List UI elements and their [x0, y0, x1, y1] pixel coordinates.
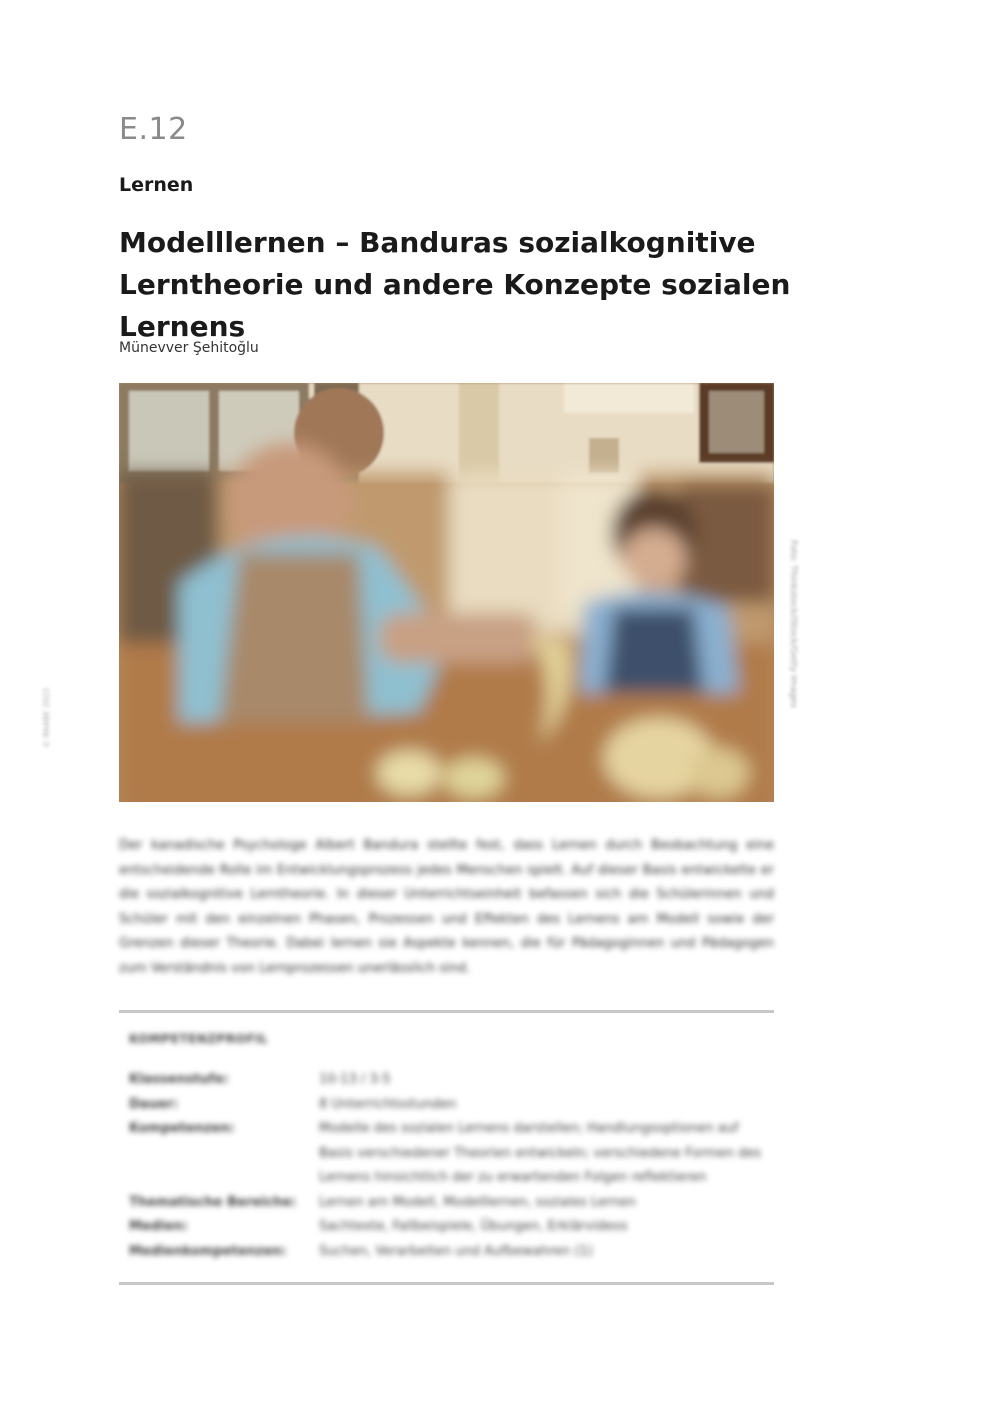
intro-paragraph: Der kanadische Psychologe Albert Bandura stellte fest, dass Lernen durch Beobachtung eine entscheidende Rolle im Entwicklungsprozess jedes Menschen spielt. Auf dieser Basis entwickelte er die sozialkognitive Lerntheorie. In dieser Unterrichtseinheit befassen sich die Schülerinnen und Schüler mit den einzelnen Phasen, Prozessen und Effekten des Lernens am Modell sowie der Grenzen dieser Theorie. Dabei lernen sie Aspekte kennen, die für Pädagoginnen und Pädagogen zum Verständnis von Lernprozessen unerlässlich sind.	[119, 838, 774, 976]
title-line-1: Modelllernen – Banduras sozialkognitive	[119, 226, 756, 259]
publisher-credit-text: © RAABE 2022	[42, 687, 51, 748]
profile-value: 8 Unterrichtsstunden	[319, 1096, 457, 1112]
profile-heading: KOMPETENZPROFIL	[129, 1032, 269, 1046]
image-credit-text: Foto: Thinkstock/iStock/Getty Images	[788, 540, 798, 708]
profile-value: 10-13 / 3-5	[319, 1072, 391, 1087]
profile-value: Lernen am Modell, Modelllernen, soziales Lernen	[319, 1194, 636, 1210]
profile-label: Thematische Bereiche:	[129, 1194, 297, 1210]
divider-bottom	[119, 1282, 774, 1285]
profile-label: Medienkompetenzen:	[129, 1243, 287, 1259]
profile-row-competences	[129, 1117, 769, 1191]
profile-label: Kompetenzen:	[129, 1121, 235, 1136]
publisher-credit	[42, 658, 56, 748]
profile-value: Modelle des sozialen Lernens darstellen; Handlungsoptionen auf Basis verschiedener Theorien entwickeln; verschiedene Formen des Lernens hinsichtlich der zu erwartenden Folgen reflektieren	[319, 1121, 762, 1185]
document-title	[119, 222, 819, 348]
divider-top	[119, 1010, 774, 1013]
kitchen-photo	[119, 383, 774, 802]
profile-value: Suchen, Verarbeiten und Aufbewahren (1)	[319, 1243, 593, 1259]
title-line-2: Lerntheorie und andere Konzepte sozialen Lernens	[119, 268, 791, 343]
profile-label: Medien:	[129, 1219, 188, 1234]
profile-value: Sachtexte, Fallbeispiele, Übungen, Erklärvideos	[319, 1219, 628, 1234]
image-credit	[782, 540, 798, 800]
topic-label: Lernen	[119, 174, 194, 196]
profile-label: Klassenstufe:	[129, 1072, 229, 1087]
profile-row-grade	[129, 1068, 769, 1093]
section-code: E.12	[119, 112, 188, 147]
profile-row-topics	[129, 1191, 769, 1216]
profile-row-media	[129, 1215, 769, 1240]
profile-row-duration	[129, 1093, 769, 1118]
profile-row-media-competences	[129, 1240, 769, 1265]
profile-label: Dauer:	[129, 1096, 179, 1112]
author-name: Münevver Şehitoğlu	[119, 340, 259, 356]
kitchen-photo-illustration	[119, 383, 774, 802]
competence-profile	[129, 1032, 769, 1264]
